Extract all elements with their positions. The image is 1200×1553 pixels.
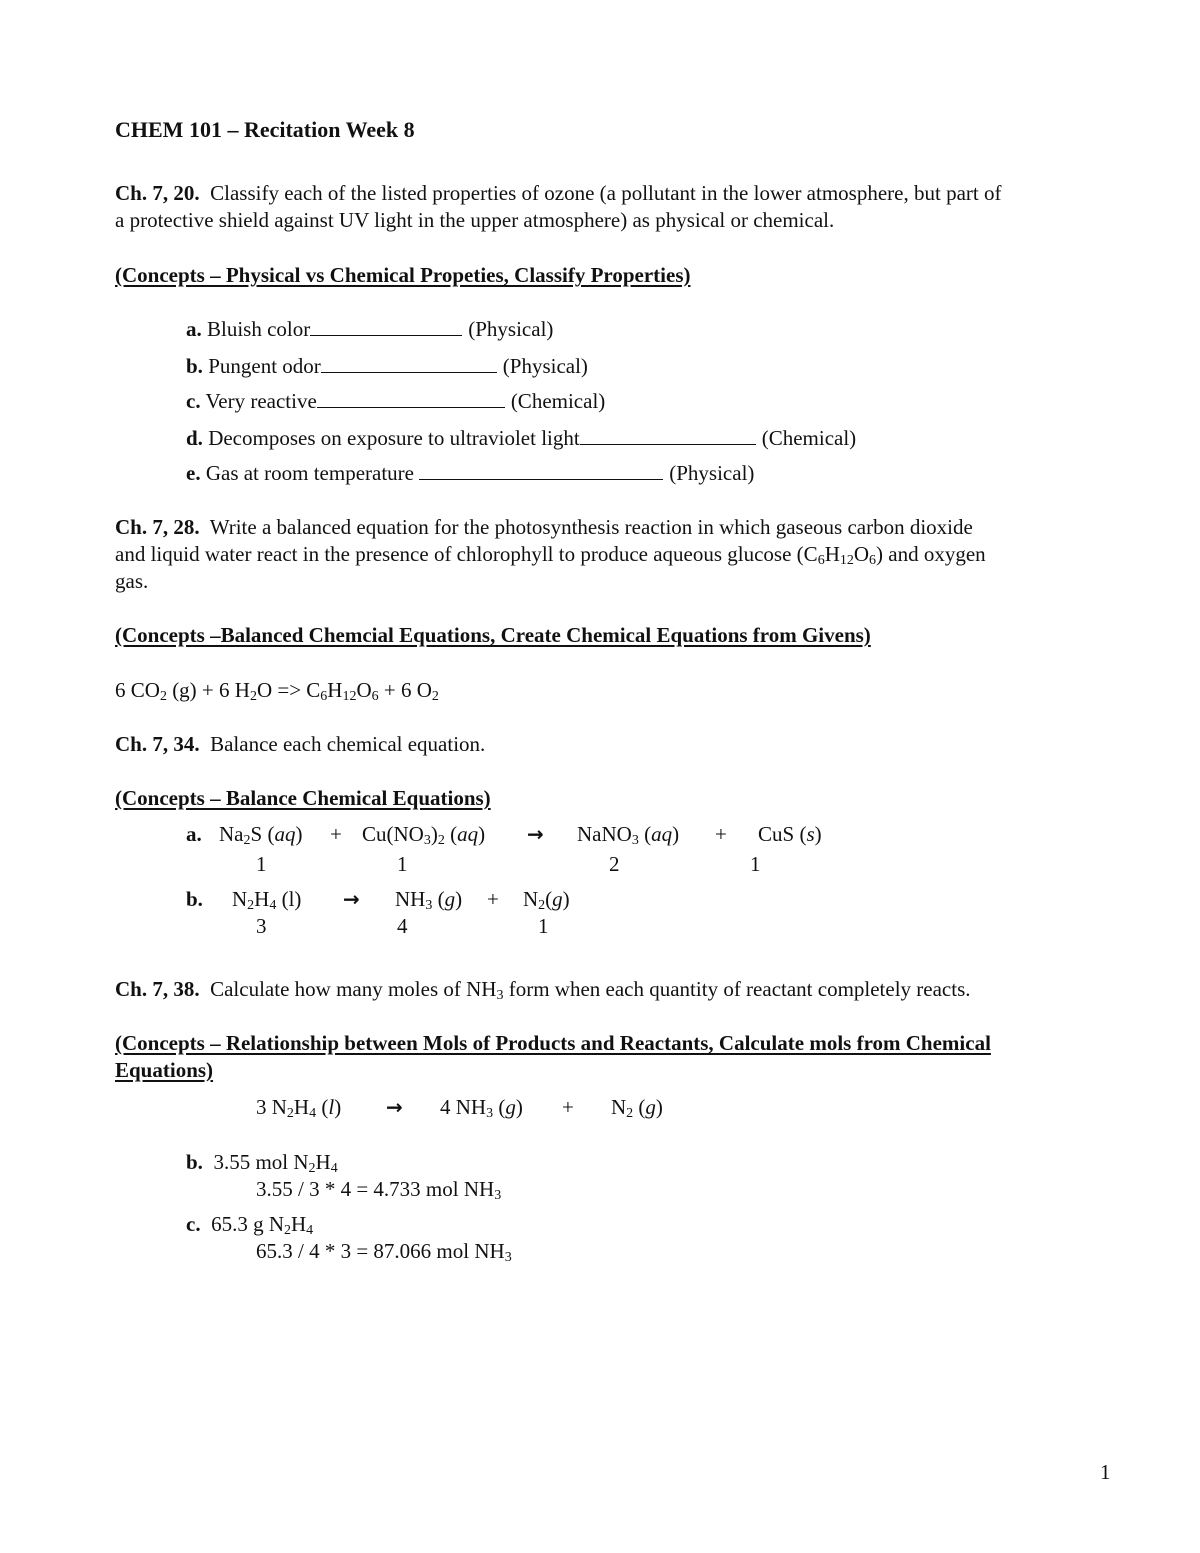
list-item [186, 388, 605, 415]
item-text: Bluish color [207, 317, 311, 341]
equation-a-letter: a. [186, 822, 202, 846]
subscript: 2 [243, 833, 251, 848]
question-text: Balance each chemical equation. [210, 732, 486, 756]
list-item [186, 316, 553, 343]
state-symbol: g [444, 887, 456, 911]
reaction-arrow-icon: → [343, 887, 360, 911]
concepts-heading: (Concepts – Balance Chemical Equations) [115, 786, 491, 810]
list-item [186, 425, 856, 452]
part-c-work: 65.3 / 4 * 3 = 87.066 mol $NH_3$ [256, 1239, 512, 1265]
concepts-heading: (Concepts – Physical vs Chemical Propeties, Classify Properties) [115, 263, 691, 287]
subscript: 3 [494, 1188, 502, 1203]
concepts-heading-continued: Equations) [115, 1058, 214, 1082]
item-answer: (Physical) [502, 354, 588, 378]
subscript: 2 [284, 1223, 291, 1238]
question-text: Calculate how many moles of $NH_3$ form when each quantity of reactant completely reacts. [210, 977, 971, 1003]
coefficient: 2 [609, 852, 620, 876]
equation-b-product-1: $NH_3$ (g) [395, 887, 463, 913]
answer-blank [419, 461, 663, 480]
subscript: 12 [342, 689, 357, 704]
equation-a-reactant-2: $Cu(NO_3)_2$ (aq) [362, 822, 486, 848]
subscript: 2 [286, 1106, 294, 1121]
question-28-line-2: and liquid water react in the presence of chlorophyll to produce aqueous glucose $(C_6H_{12}O_6)$ and oxygen [115, 542, 986, 568]
coefficient: 4 [397, 914, 408, 938]
subscript: 3 [425, 898, 433, 913]
subscript: 4 [269, 898, 277, 913]
subscript: 3 [504, 1250, 512, 1265]
answer-blank [317, 389, 505, 408]
equation-a-plus-2: + [715, 822, 727, 846]
subscript: 2 [626, 1106, 634, 1121]
question-ref: Ch. 7, 20. [115, 181, 200, 205]
item-answer: (Chemical) [761, 426, 857, 450]
subscript: 2 [247, 898, 255, 913]
item-letter: c. [186, 1212, 201, 1236]
question-20-line-1 [115, 180, 1001, 207]
equation-a-product-1: NaNO$_3$ (aq) [577, 822, 680, 848]
equation-b-letter: b. [186, 887, 203, 911]
balanced-equation-answer: 6 $CO_2$ (g) + 6 $H_2O => C_6H_{12}O_6 + 6$ $O_2$ [115, 678, 439, 704]
state-symbol: s [806, 822, 815, 846]
item-letter: a. [186, 317, 202, 341]
item-answer: (Chemical) [510, 389, 606, 413]
state-symbol: g [552, 887, 563, 911]
coefficient: 1 [256, 852, 267, 876]
part-b-given [186, 1149, 338, 1176]
concepts-heading: (Concepts – Relationship between Mols of Products and Reactants, Calculate mols from Chemical [115, 1031, 991, 1055]
item-answer: (Physical) [468, 317, 554, 341]
equation-plus: + [562, 1095, 574, 1119]
page-title: CHEM 101 – Recitation Week 8 [115, 117, 415, 142]
state-symbol: g [505, 1095, 516, 1119]
reaction-arrow-icon: → [527, 822, 544, 846]
state-symbol: aq [651, 822, 673, 846]
coefficient: 1 [750, 852, 761, 876]
equation-product-1: 4 $NH_3$ (g) [440, 1095, 523, 1121]
page-number: 1 [1100, 1460, 1111, 1484]
question-38-line [115, 976, 971, 1003]
list-item [186, 353, 588, 380]
item-text: Pungent odor [208, 354, 321, 378]
subscript: 2 [249, 689, 257, 704]
state-symbol: aq [457, 822, 479, 846]
subscript: 2 [538, 898, 546, 913]
equation-b-reactant-1: $N_2H_4$ (l) [232, 887, 302, 913]
subscript: 4 [330, 1161, 338, 1176]
item-letter: e. [186, 461, 201, 485]
subscript: 2 [308, 1161, 316, 1176]
equation-a-plus-1: + [330, 822, 342, 846]
equation-product-2: $N_2$ (g) [611, 1095, 663, 1121]
equation-b-product-2: $N_2(g)$ [523, 887, 570, 913]
subscript: 6 [320, 689, 328, 704]
part-b-work: 3.55 / 3 * 4 = 4.733 mol $NH_3$ [256, 1177, 502, 1203]
subscript: 6 [817, 553, 825, 568]
question-28-line-1 [115, 514, 973, 541]
equation-reactant: 3 $N_2H_4$ (l) [256, 1095, 342, 1121]
answer-blank [321, 354, 497, 373]
part-c-given [186, 1211, 313, 1238]
answer-blank [310, 317, 462, 336]
subscript: 2 [437, 833, 445, 848]
item-letter: c. [186, 389, 201, 413]
item-text: Very reactive [205, 389, 317, 413]
item-text: Decomposes on exposure to ultraviolet light [208, 426, 580, 450]
answer-blank [580, 426, 756, 445]
subscript: 12 [839, 553, 854, 568]
item-answer: (Physical) [669, 461, 755, 485]
reaction-arrow-icon: → [386, 1095, 403, 1119]
state-symbol: g [645, 1095, 656, 1119]
list-item [186, 460, 754, 487]
state-symbol: l [328, 1095, 335, 1119]
state-symbol: aq [274, 822, 296, 846]
subscript: 2 [431, 689, 439, 704]
question-ref: Ch. 7, 38. [115, 977, 200, 1001]
equation-b-plus-1: + [487, 887, 499, 911]
coefficient: 3 [256, 914, 267, 938]
question-ref: Ch. 7, 28. [115, 515, 200, 539]
coefficient: 1 [538, 914, 549, 938]
equation-a-reactant-1: $Na_2S$ (aq) [219, 822, 303, 848]
subscript: 3 [486, 1106, 494, 1121]
subscript: 6 [371, 689, 379, 704]
subscript: 4 [309, 1106, 317, 1121]
subscript: 3 [496, 988, 504, 1003]
subscript: 3 [423, 833, 431, 848]
item-letter: d. [186, 426, 203, 450]
subscript: 2 [159, 689, 167, 704]
question-text: Write a balanced equation for the photosynthesis reaction in which gaseous carbon dioxide [209, 515, 973, 539]
concepts-heading: (Concepts –Balanced Chemcial Equations, Create Chemical Equations from Givens) [115, 623, 871, 647]
item-text: Gas at room temperature [205, 461, 420, 485]
subscript: 3 [631, 833, 639, 848]
question-20-line-2: a protective shield against UV light in the upper atmosphere) as physical or chemical. [115, 208, 835, 232]
item-letter: b. [186, 354, 203, 378]
item-letter: b. [186, 1150, 203, 1174]
given-quantity: 3.55 mol $N_2H_4$ [213, 1150, 338, 1176]
question-28-line-3: gas. [115, 569, 149, 593]
question-ref: Ch. 7, 34. [115, 732, 200, 756]
given-quantity: 65.3 g $N_2H_4$ [211, 1212, 314, 1238]
subscript: 6 [869, 553, 877, 568]
equation-a-product-2: CuS (s) [758, 822, 822, 846]
question-text: Classify each of the listed properties of ozone (a pollutant in the lower atmosphere, but part of [210, 181, 1002, 205]
question-34-line [115, 731, 485, 758]
subscript: 4 [306, 1223, 314, 1238]
coefficient: 1 [397, 852, 408, 876]
